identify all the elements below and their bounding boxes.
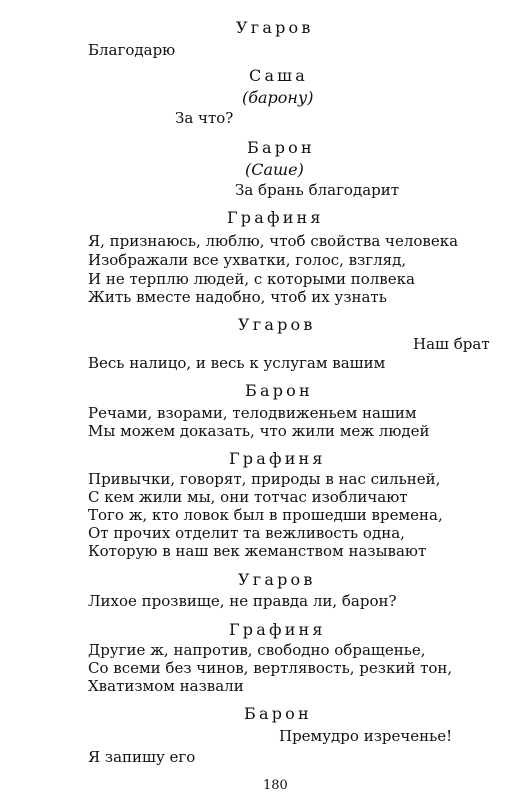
verse-line-10: От прочих отделит та вежливость одна, — [88, 524, 405, 542]
page-number: 180 — [263, 778, 288, 793]
speaker-baron-1: Барон — [247, 138, 315, 157]
verse-line-4: Жить вместе надобно, чтоб их узнать — [88, 288, 387, 306]
verse-line-11: Которую в наш век жеманством называют — [88, 542, 427, 560]
line-nash-brat: Наш брат — [413, 335, 490, 353]
verse-line-14: Хватизмом назвали — [88, 677, 244, 695]
speaker-ugarov-2: Угаров — [238, 315, 316, 334]
verse-line-7: Привычки, говорят, природы в нас сильней, — [88, 470, 441, 488]
speaker-baron-3: Барон — [244, 704, 312, 723]
verse-line-13: Со всеми без чинов, вертлявость, резкий тон, — [88, 659, 453, 677]
verse-line-5: Речами, взорами, телодвиженьем нашим — [88, 404, 417, 422]
speaker-grafinya-3: Графиня — [229, 620, 326, 639]
verse-line-12: Другие ж, напротив, свободно обращенье, — [88, 641, 426, 659]
verse-line-9: Того ж, кто ловок был в прошедши времена, — [88, 506, 443, 524]
speaker-sasha: Саша — [249, 66, 308, 85]
verse-line-6: Мы можем доказать, что жили меж людей — [88, 422, 430, 440]
speaker-ugarov-3: Угаров — [238, 570, 316, 589]
speaker-grafinya-2: Графиня — [229, 449, 326, 468]
speaker-grafinya-1: Графиня — [227, 208, 324, 227]
speaker-ugarov-1: Угаров — [236, 18, 314, 37]
stage-direction-sashe: (Саше) — [245, 160, 304, 179]
verse-line-1: Я, признаюсь, люблю, чтоб свойства человека — [88, 232, 459, 250]
speaker-baron-2: Барон — [245, 381, 313, 400]
verse-line-8: С кем жили мы, они тотчас изобличают — [88, 488, 408, 506]
verse-line-2: Изображали все ухватки, голос, взгляд, — [88, 251, 407, 269]
line-ya-zapishu: Я запишу его — [88, 748, 196, 766]
line-za-bran: За брань благодарит — [235, 181, 400, 199]
line-blagodaryu: Благодарю — [88, 41, 176, 59]
stage-direction-baronu: (барону) — [242, 88, 314, 107]
line-premudro: Премудро изреченье! — [279, 727, 453, 745]
line-ves-nalitso: Весь налицо, и весь к услугам вашим — [88, 354, 386, 372]
line-za-chto: За что? — [175, 109, 234, 127]
line-likhoe-prozvishche: Лихое прозвище, не правда ли, барон? — [88, 592, 397, 610]
verse-line-3: И не терплю людей, с которыми полвека — [88, 270, 415, 288]
